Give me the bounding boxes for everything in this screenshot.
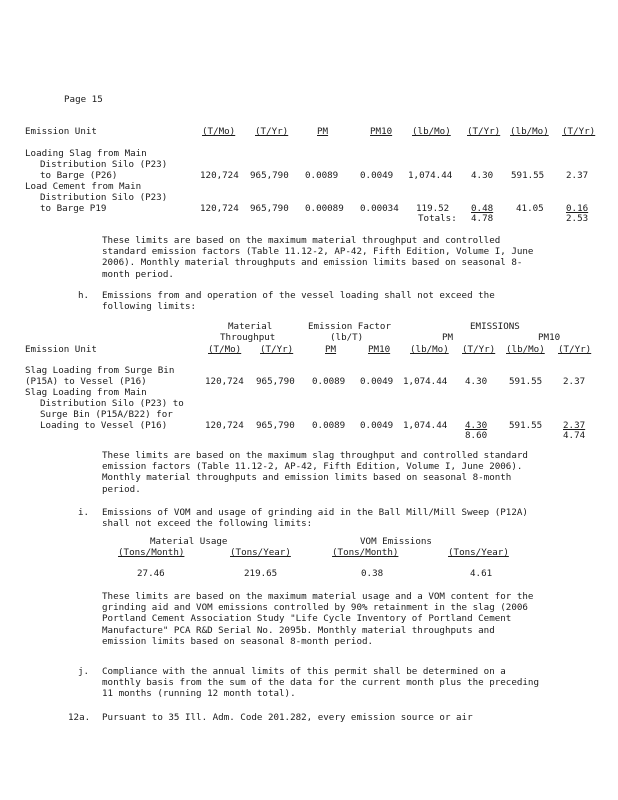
emission-unit-line: Distribution Silo (P23) to: [40, 398, 184, 409]
table-cell: 1,074.44: [403, 420, 448, 431]
column-header-lb-mo: (lb/Mo): [412, 126, 451, 137]
table-cell: 0.0089: [312, 376, 346, 387]
column-header-t-mo: (T/Mo): [202, 126, 236, 137]
header-pm: PM: [442, 332, 454, 343]
table-cell: 0.00089: [305, 203, 344, 214]
emission-unit-line: Slag Loading from Surge Bin: [25, 365, 175, 376]
column-header-t-yr: (T/Yr): [260, 344, 294, 355]
column-header-lb-mo-pm10: (lb/Mo): [506, 344, 545, 355]
table-cell: 120,724: [200, 203, 239, 214]
item-text: Pursuant to 35 Ill. Adm. Code 201.282, every emission source or air: [102, 712, 473, 723]
header-throughput: Throughput: [220, 332, 276, 343]
column-header-t-yr-pm10: (T/Yr): [558, 344, 592, 355]
item-marker: h.: [78, 290, 90, 301]
table-cell: 1,074.44: [408, 170, 453, 181]
emission-unit-line: Slag Loading from Main: [25, 387, 147, 398]
header-emission-factor: Emission Factor: [308, 321, 391, 332]
emission-unit-line: to Barge (P26): [40, 170, 118, 181]
value-material-tons-year: 219.65: [244, 568, 278, 579]
item-note: These limits are based on the maximum material usage and a VOM content for the grinding aid and VOM emissions controlled by 90% retainment in the slag (2006 Portland Cement Association Study "Life Cycle Inventory of Portland Cement Manufacture" PCA R&D Serial No. 2095b. Monthly material throughputs and emission limits based on seasonal 8-month period.: [102, 591, 534, 647]
table-cell: 965,790: [250, 203, 289, 214]
table-cell: 591.55: [511, 170, 545, 181]
emission-unit-line: Load Cement from Main: [25, 181, 142, 192]
emission-unit-line: Surge Bin (P15A/B22) for: [40, 409, 173, 420]
header-material: Material: [228, 321, 273, 332]
item-marker: i.: [78, 507, 90, 518]
table-cell: 41.05: [516, 203, 544, 214]
table-cell: 4.30: [465, 376, 488, 387]
emission-unit-line: Distribution Silo (P23): [40, 159, 168, 170]
table-cell: 4.30: [465, 420, 488, 431]
total-pm10: 4.74: [563, 430, 586, 441]
emission-unit-line: (P15A) to Vessel (P16): [25, 376, 147, 387]
column-header-pm: PM: [325, 344, 337, 355]
column-header-vom-tons-year: (Tons/Year): [448, 547, 509, 558]
column-header-emission-unit: Emission Unit: [25, 126, 97, 137]
table-cell: 965,790: [256, 420, 295, 431]
table-cell: 0.0049: [360, 420, 394, 431]
table-cell: 591.55: [509, 376, 543, 387]
total-pm: 4.78: [471, 213, 494, 224]
table-cell: 4.30: [471, 170, 494, 181]
column-header-t-yr-pm10: (T/Yr): [562, 126, 596, 137]
total-pm10: 2.53: [566, 213, 589, 224]
item-text: Emissions of VOM and usage of grinding aid in the Ball Mill/Mill Sweep (P12A) shall not exceed the following limits:: [102, 507, 528, 530]
header-emissions: EMISSIONS: [470, 321, 520, 332]
table-cell: 119.52: [416, 203, 450, 214]
column-header-pm10: PM10: [370, 126, 393, 137]
table-cell: 120,724: [205, 420, 244, 431]
table-cell: 2.37: [566, 170, 589, 181]
table-cell: 2.37: [563, 376, 586, 387]
column-header-lb-mo-pm10: (lb/Mo): [510, 126, 549, 137]
column-header-pm: PM: [317, 126, 329, 137]
table-cell: 0.0049: [360, 376, 394, 387]
table-note: These limits are based on the maximum slag throughput and controlled standard emission factors (Table 11.12-2, AP-42, Fifth Edition, Volume I, June 2006). Monthly material throughputs and emission limits based on seasonal 8-month period.: [102, 450, 528, 495]
table-cell: 0.48: [471, 203, 494, 214]
column-header-tons-year: (Tons/Year): [230, 547, 291, 558]
item-text: Compliance with the annual limits of this permit shall be determined on a monthly basis from the sum of the data for the current month plus the preceding 11 months (running 12 month total).: [102, 666, 539, 700]
page-label: Page 15: [64, 94, 103, 105]
table-cell: 0.0089: [312, 420, 346, 431]
item-marker: 12a.: [68, 712, 91, 723]
total-pm: 8.60: [465, 430, 488, 441]
emission-unit-line: Loading to Vessel (P16): [40, 420, 168, 431]
header-ef-unit: (lb/T): [330, 332, 364, 343]
value-material-tons-month: 27.46: [137, 568, 165, 579]
table-cell: 0.00034: [360, 203, 399, 214]
column-header-tons-month: (Tons/Month): [118, 547, 185, 558]
column-header-emission-unit: Emission Unit: [25, 344, 97, 355]
emission-unit-line: to Barge P19: [40, 203, 107, 214]
header-vom-emissions: VOM Emissions: [360, 536, 432, 547]
column-header-t-yr-pm: (T/Yr): [467, 126, 501, 137]
table-cell: 965,790: [256, 376, 295, 387]
item-text: Emissions from and operation of the vessel loading shall not exceed the following limits:: [102, 290, 495, 313]
value-vom-tons-month: 0.38: [361, 568, 384, 579]
table-cell: 0.0049: [360, 170, 394, 181]
table-cell: 591.55: [509, 420, 543, 431]
column-header-pm10: PM10: [368, 344, 391, 355]
table-cell: 0.16: [566, 203, 589, 214]
value-vom-tons-year: 4.61: [470, 568, 493, 579]
header-pm10: PM10: [538, 332, 561, 343]
column-header-vom-tons-month: (Tons/Month): [332, 547, 399, 558]
column-header-t-yr: (T/Yr): [255, 126, 289, 137]
emission-unit-line: Loading Slag from Main: [25, 148, 147, 159]
table-cell: 120,724: [200, 170, 239, 181]
column-header-t-mo: (T/Mo): [208, 344, 242, 355]
header-material-usage: Material Usage: [150, 536, 228, 547]
emission-unit-line: Distribution Silo (P23): [40, 192, 168, 203]
table-note: These limits are based on the maximum material throughput and controlled standard emission factors (Table 11.12-2, AP-42, Fifth Edition, Volume I, June 2006). Monthly material throughputs and emission limits based on seasonal 8-month period.: [102, 235, 534, 280]
item-marker: j.: [78, 666, 90, 677]
column-header-t-yr-pm: (T/Yr): [462, 344, 496, 355]
totals-label: Totals:: [418, 213, 457, 224]
table-cell: 2.37: [563, 420, 586, 431]
table-cell: 120,724: [205, 376, 244, 387]
table-cell: 1,074.44: [403, 376, 448, 387]
table-cell: 965,790: [250, 170, 289, 181]
table-cell: 0.0089: [305, 170, 339, 181]
column-header-lb-mo: (lb/Mo): [410, 344, 449, 355]
